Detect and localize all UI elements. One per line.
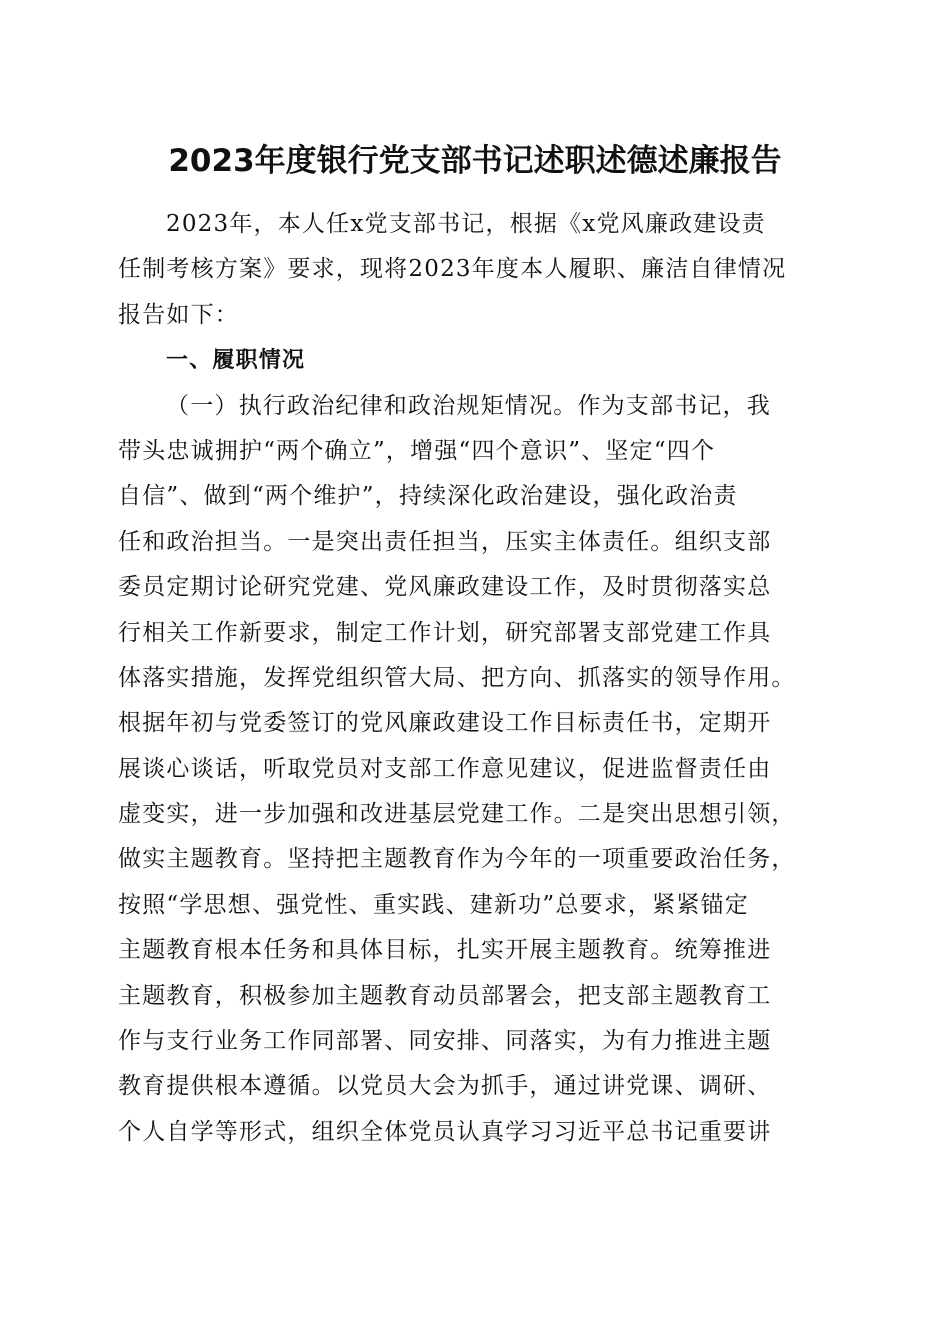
section-heading: 一、履职情况 xyxy=(166,348,306,374)
paragraph-line: 报告如下： xyxy=(118,301,239,328)
paragraph-line: 2023年，本人任x党支部书记，根据《x党风廉政建设责 xyxy=(166,211,766,237)
paragraph-line: 根据年初与党委签订的党风廉政建设工作目标责任书，定期开 xyxy=(118,710,772,737)
paragraph-line: 任制考核方案》要求，现将2023年度本人履职、廉洁自律情况 xyxy=(118,256,787,283)
paragraph-line: 作与支行业务工作同部署、同安排、同落实，为有力推进主题 xyxy=(118,1028,772,1055)
paragraph-line: 体落实措施，发挥党组织管大局、把方向、抓落实的领导作用。 xyxy=(118,664,796,691)
paragraph-line: 教育提供根本遵循。以党员大会为抓手，通过讲党课、调研、 xyxy=(118,1073,772,1100)
paragraph-line: 自信”、做到“两个维护”，持续深化政治建设，强化政治责 xyxy=(118,483,738,510)
paragraph-line: 展谈心谈话，听取党员对支部工作意见建议，促进监督责任由 xyxy=(118,755,772,782)
paragraph-line: 做实主题教育。坚持把主题教育作为今年的一项重要政治任务， xyxy=(118,846,796,873)
paragraph-line: 主题教育，积极参加主题教育动员部署会，把支部主题教育工 xyxy=(118,982,772,1009)
paragraph-line: 委员定期讨论研究党建、党风廉政建设工作，及时贯彻落实总 xyxy=(118,574,772,601)
paragraph-line: 主题教育根本任务和具体目标，扎实开展主题教育。统筹推进 xyxy=(118,937,772,964)
paragraph-line: 按照“学思想、强党性、重实践、建新功”总要求，紧紧锚定 xyxy=(118,891,749,918)
document-title: 2023年度银行党支部书记述职述德述廉报告 xyxy=(168,143,782,179)
paragraph-line: 行相关工作新要求，制定工作计划，研究部署支部党建工作具 xyxy=(118,619,772,646)
paragraph-line: 个人自学等形式，组织全体党员认真学习习近平总书记重要讲 xyxy=(118,1118,772,1145)
paragraph-line: 带头忠诚拥护“两个确立”，增强“四个意识”、坚定“四个 xyxy=(118,437,716,464)
paragraph-line: 虚变实，进一步加强和改进基层党建工作。二是突出思想引领， xyxy=(118,801,796,828)
paragraph-line: （一）执行政治纪律和政治规矩情况。作为支部书记，我 xyxy=(166,392,771,419)
document-body xyxy=(118,202,834,1155)
paragraph-line: 任和政治担当。一是突出责任担当，压实主体责任。组织支部 xyxy=(118,528,772,555)
